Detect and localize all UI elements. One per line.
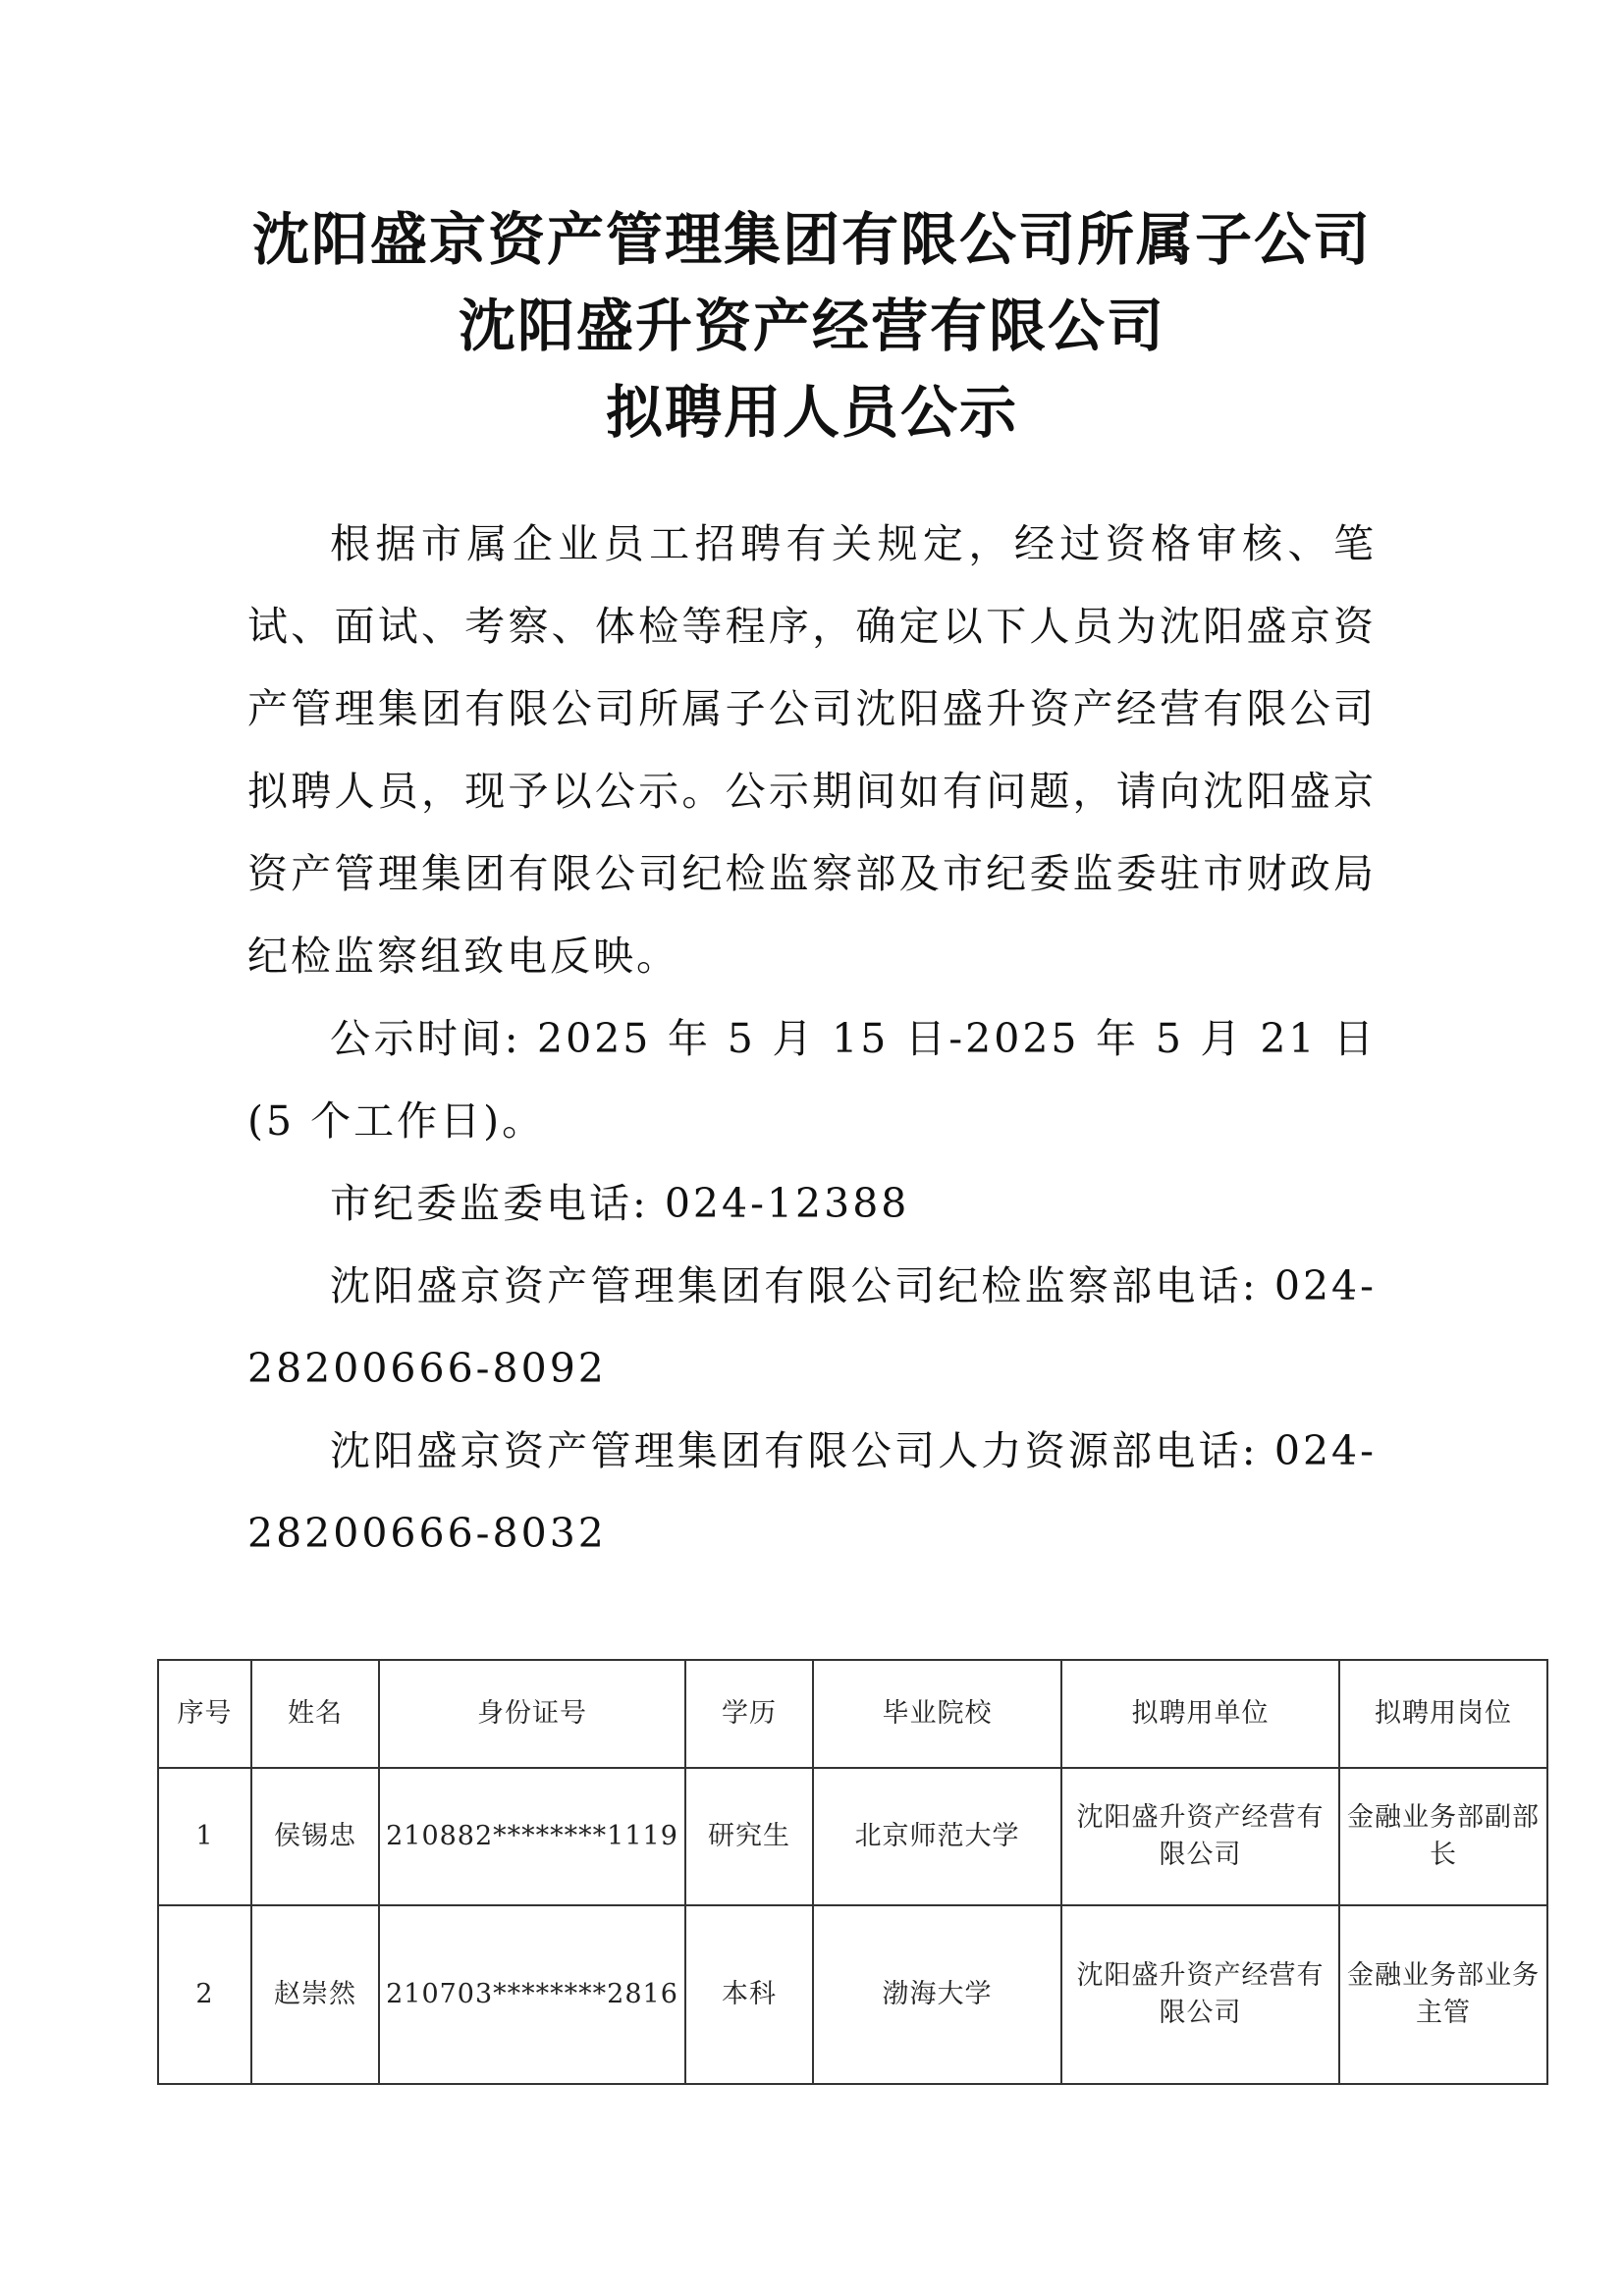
cell-no: 1	[158, 1768, 251, 1905]
cell-position: 金融业务部副部长	[1339, 1768, 1547, 1905]
candidate-table	[157, 1659, 1548, 2085]
header-education: 学历	[685, 1660, 813, 1768]
title-line-2: 沈阳盛升资产经营有限公司	[458, 293, 1165, 359]
header-school: 毕业院校	[813, 1660, 1061, 1768]
main-paragraph: 根据市属企业员工招聘有关规定，经过资格审核、笔试、面试、考察、体检等程序，确定以下人员为沈阳盛京资产管理集团有限公司所属子公司沈阳盛升资产经营有限公司拟聘人员，现予以公示。公示期间如有问题，请向沈阳盛京资产管理集团有限公司纪检监察部及市纪委监委驻市财政局纪检监察组致电反映。	[247, 520, 1377, 980]
cell-no: 2	[158, 1905, 251, 2084]
cell-education: 本科	[685, 1905, 813, 2084]
title-line-3: 拟聘用人员公示	[605, 379, 1018, 446]
table-row	[158, 1768, 1547, 1905]
cell-id-number: 210703********2816	[379, 1905, 685, 2084]
cell-unit: 沈阳盛升资产经营有限公司	[1061, 1905, 1339, 2084]
header-position: 拟聘用岗位	[1339, 1660, 1547, 1768]
header-no: 序号	[158, 1660, 251, 1768]
discipline-dept-phone: 沈阳盛京资产管理集团有限公司纪检监察部电话: 024-28200666-8092	[247, 1262, 1377, 1392]
publicity-time: 公示时间: 2025 年 5 月 15 日-2025 年 5 月 21 日 (5 个工作日)。	[247, 1015, 1377, 1145]
cell-unit: 沈阳盛升资产经营有限公司	[1061, 1768, 1339, 1905]
hr-dept-phone: 沈阳盛京资产管理集团有限公司人力资源部电话: 024-28200666-8032	[247, 1427, 1377, 1557]
cell-id-number: 210882********1119	[379, 1768, 685, 1905]
cell-school: 渤海大学	[813, 1905, 1061, 2084]
cell-position: 金融业务部业务主管	[1339, 1905, 1547, 2084]
table-row	[158, 1905, 1547, 2084]
table-header-row	[158, 1660, 1547, 1768]
cell-name: 赵崇然	[251, 1905, 379, 2084]
hotline-phone: 市纪委监委电话: 024-12388	[330, 1180, 910, 1227]
cell-school: 北京师范大学	[813, 1768, 1061, 1905]
header-unit: 拟聘用单位	[1061, 1660, 1339, 1768]
title-line-1: 沈阳盛京资产管理集团有限公司所属子公司	[251, 206, 1372, 273]
cell-education: 研究生	[685, 1768, 813, 1905]
cell-name: 侯锡忠	[251, 1768, 379, 1905]
header-name: 姓名	[251, 1660, 379, 1768]
header-id-number: 身份证号	[379, 1660, 685, 1768]
